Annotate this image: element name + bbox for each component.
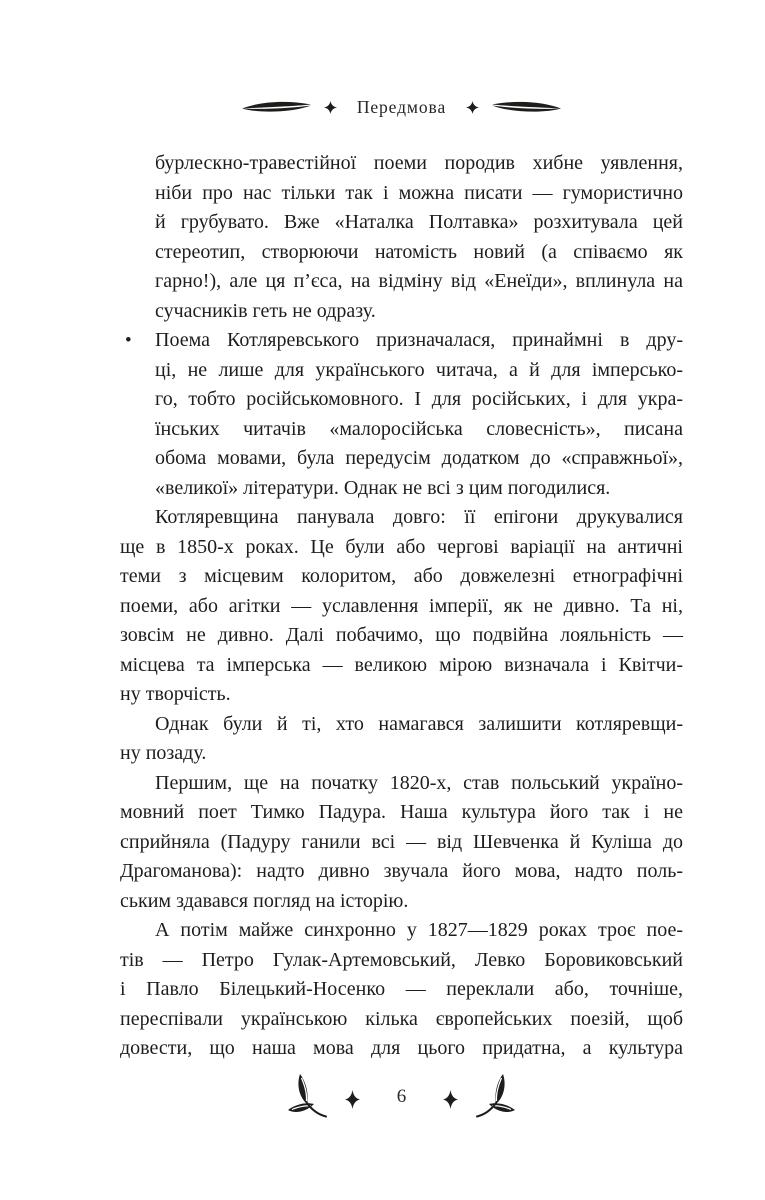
page-footer: [120, 1068, 683, 1126]
text-line: Поема Котляревського призначалася, принаймні в дру-: [155, 329, 683, 351]
leaf-ornament-right: [490, 99, 562, 115]
star-icon-header-left: [324, 100, 337, 115]
text-line: бурлескно-травестійної поеми породив хибне уявлення,: [155, 152, 683, 174]
text-line: тів — Петро Гулак-Артемовський, Левко Боровиковський: [120, 948, 683, 971]
paragraph-plain: [120, 769, 683, 917]
chapter-title: Передмова: [356, 96, 447, 117]
branch-ornament-right: [475, 1072, 517, 1122]
text-line: обома мовами, була передусім додатком до «справжньої»,: [155, 447, 683, 469]
bullet-marker: •: [125, 330, 132, 351]
text-line: ніби про нас тільки так і можна писати — гумористично: [155, 181, 683, 204]
text-line: Першим, ще на початку 1820-х, став польський україно-: [155, 771, 683, 794]
star-icon-footer-right: [443, 1090, 458, 1109]
text-line: ну позаду.: [120, 742, 207, 764]
text-line: «великої» літератури. Однак не всі з цим погодилися.: [155, 476, 611, 499]
text-line: А потім майже синхронно у 1827—1829 роках троє пое-: [155, 919, 683, 941]
text-line: теми з місцевим колоритом, або довжелезні етнографічні: [120, 565, 683, 587]
text-line: ну творчість.: [120, 683, 231, 705]
text-line: ще в 1850-х роках. Це були або чергові варіації на античні: [120, 535, 683, 558]
text-line: гарно!), але ця п’єса, на відміну від «Енеїди», вплинула на: [155, 270, 683, 292]
text-line: Драгоманова): надто дивно звучала його мова, надто поль-: [120, 860, 683, 882]
star-icon-header-right: [466, 100, 479, 115]
leaf-ornament-left: [241, 99, 313, 115]
text-line: Котляревщина панувала довго: її епігони друкувалися: [155, 506, 683, 528]
page-number: 6: [396, 1086, 407, 1107]
page-body: [120, 149, 683, 1064]
text-line: го, тобто російськомовного. І для російських, і для укра-: [155, 388, 683, 410]
text-line: мовний поет Тимко Падура. Наша культура його так і не: [120, 801, 683, 823]
text-line: переспівали українською кілька європейських поезій, щоб: [120, 1007, 683, 1030]
text-line: довести, що наша мова для цього придатна, а культура: [120, 1037, 683, 1059]
text-line: сприйняла (Падуру ганили всі — від Шевченка й Куліша до: [120, 830, 683, 853]
paragraph-plain: [120, 710, 683, 769]
paragraph-plain: [120, 503, 683, 710]
branch-ornament-left: [286, 1072, 328, 1122]
paragraph-bullet-continuation: [155, 149, 683, 326]
star-icon-footer-left: [345, 1090, 360, 1109]
text-line: поеми, або агітки — уславлення імперії, як не дивно. Та ні,: [120, 594, 683, 617]
text-line: й грубувато. Вже «Наталка Полтавка» розхитувала цей: [155, 211, 683, 233]
text-line: їнських читачів «малоросійська словесність», писана: [155, 417, 683, 440]
text-line: і Павло Білецький-Носенко — переклали або, точніше,: [120, 978, 683, 1000]
page-header: [120, 90, 683, 124]
text-line: стереотип, створюючи натомість новий (а співаємо як: [155, 240, 683, 263]
text-line: ським здавався погляд на історію.: [120, 889, 409, 912]
text-line: ці, не лише для українського читача, а й для імперсько-: [155, 358, 683, 381]
paragraph-plain: [120, 916, 683, 1064]
text-line: зовсім не дивно. Далі побачимо, що подвійна лояльність —: [120, 624, 683, 646]
paragraph-bullet: [125, 326, 683, 503]
text-line: місцева та імперська — великою мірою визначала і Квітчи-: [120, 653, 683, 676]
text-line: Однак були й ті, хто намагався залишити котляревщи-: [155, 712, 683, 735]
text-line: сучасників геть не одразу.: [155, 299, 376, 322]
